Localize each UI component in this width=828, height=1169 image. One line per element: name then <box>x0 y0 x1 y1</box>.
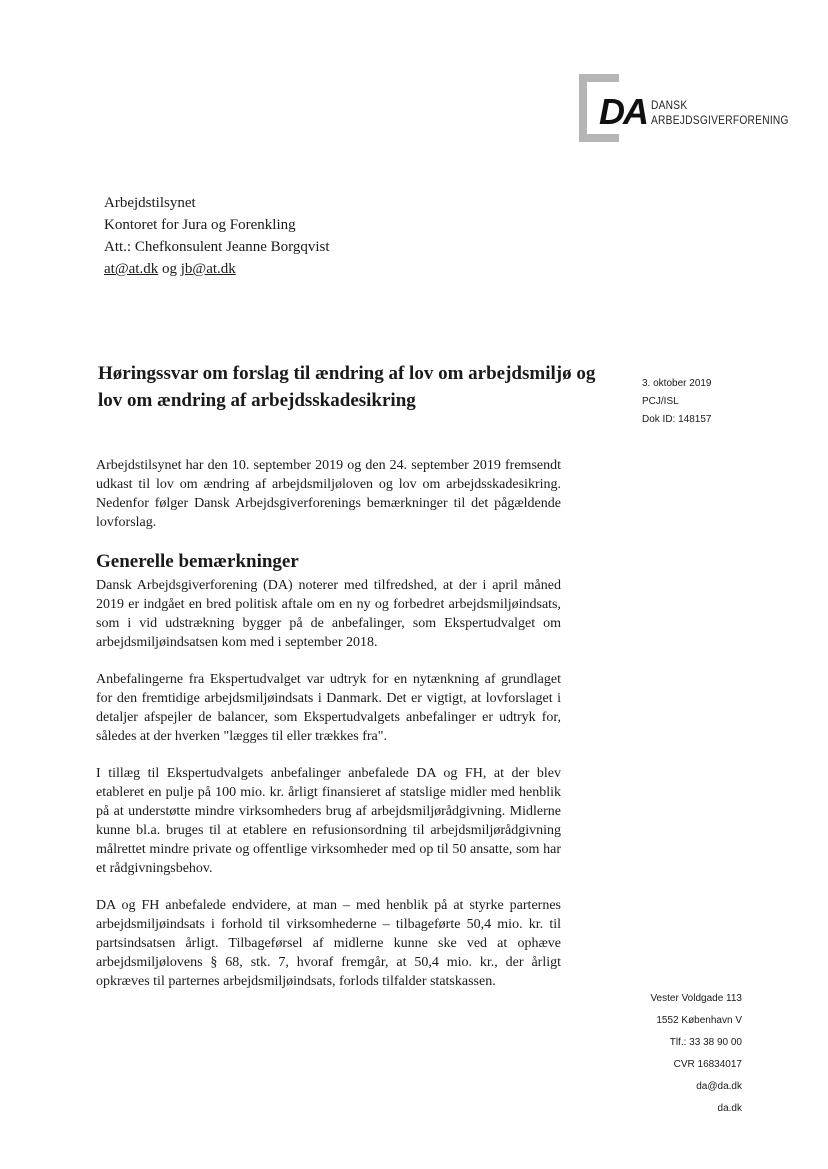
footer-email: da@da.dk <box>696 1081 742 1092</box>
recipient-line-3: Att.: Chefkonsulent Jeanne Borgqvist <box>104 239 330 255</box>
recipient-line-2: Kontoret for Jura og Forenkling <box>104 217 296 233</box>
email-conjunction: og <box>161 261 177 277</box>
logo-mark: DA <box>599 91 647 132</box>
paragraph-4: DA og FH anbefalede endvidere, at man – med henblik på at styrke parternes arbejdsmiljøindsats i forhold til virksomhederne – tilbageførte 50,4 mio. kr. til partsindsatsen årligt. Tilbageførsel af midlerne kunne ske ved at ophæve arbejdsmiljølovens § 68, stk. 7, hvoraf fremgår, at 50,4 mio. kr., der årligt opkræves til parternes arbejdsmiljøindsats, forlods tilfalder statskassen. <box>96 898 561 989</box>
footer-city: 1552 København V <box>656 1015 742 1026</box>
document-title: Høringssvar om forslag til ændring af lov om arbejdsmiljø og lov om ændring af arbejdsskadesikring <box>98 363 596 411</box>
da-logo <box>567 74 797 154</box>
footer-web: da.dk <box>717 1103 742 1114</box>
paragraph-2: Anbefalingerne fra Ekspertudvalget var udtryk for en nytænkning af grundlaget for den fremtidige arbejdsmiljøindsats i Danmark. Det er vigtigt, at lovforslaget i detaljer afspejler de balancer, som Ekspertudvalgets anbefalinger er udtryk for, således at der hverken "lægges til eller trækkes fra". <box>96 672 561 744</box>
footer-cvr: CVR 16834017 <box>673 1059 742 1070</box>
intro-paragraph: Arbejdstilsynet har den 10. september 2019 og den 24. september 2019 fremsendt udkast til lov om ændring af arbejdsmiljøloven og lov om arbejdsskadesikring. Nedenfor følger Dansk Arbejdsgiverforenings bemærkninger til det pågældende lovforslag. <box>96 458 561 530</box>
paragraph-1: Dansk Arbejdsgiverforening (DA) noterer med tilfredshed, at der i april måned 2019 er indgået en bred politisk aftale om en ny og forbedret arbejdsmiljøindsats, som i vid udstrækning bygger på de anbefalinger, som Ekspertudvalget om arbejdsmiljøindsatsen kom med i september 2018. <box>96 578 561 650</box>
document-meta <box>642 375 712 429</box>
document-body <box>96 456 561 1009</box>
recipient-line-1: Arbejdstilsynet <box>104 195 196 211</box>
recipient-address <box>104 192 330 280</box>
meta-dok-id: Dok ID: 148157 <box>642 414 712 425</box>
recipient-emails <box>104 258 330 280</box>
email-link-jb[interactable]: jb@at.dk <box>180 261 236 277</box>
sender-footer <box>650 988 742 1120</box>
footer-street: Vester Voldgade 113 <box>650 993 742 1004</box>
logo-line-2: ARBEJDSGIVERFORENING <box>651 113 789 127</box>
logo-line-1: DANSK <box>651 98 688 112</box>
meta-ref: PCJ/ISL <box>642 396 679 407</box>
meta-date: 3. oktober 2019 <box>642 378 712 389</box>
email-link-at[interactable]: at@at.dk <box>104 261 159 277</box>
section-heading: Generelle bemærkninger <box>96 551 299 572</box>
paragraph-3: I tillæg til Ekspertudvalgets anbefalinger anbefalede DA og FH, at der blev etableret en pulje på 100 mio. kr. årligt finansieret af statslige midler med henblik på at understøtte mindre virksomheders brug af arbejdsmiljørådgivning. Midlerne kunne bl.a. bruges til at etablere en refusionsordning til arbejdsmiljørådgivning målrettet mindre private og offentlige virksomheder med op til 50 ansatte, som har et rådgivningsbehov. <box>96 766 561 876</box>
logo-text <box>651 98 813 128</box>
footer-phone: Tlf.: 33 38 90 00 <box>669 1037 742 1048</box>
